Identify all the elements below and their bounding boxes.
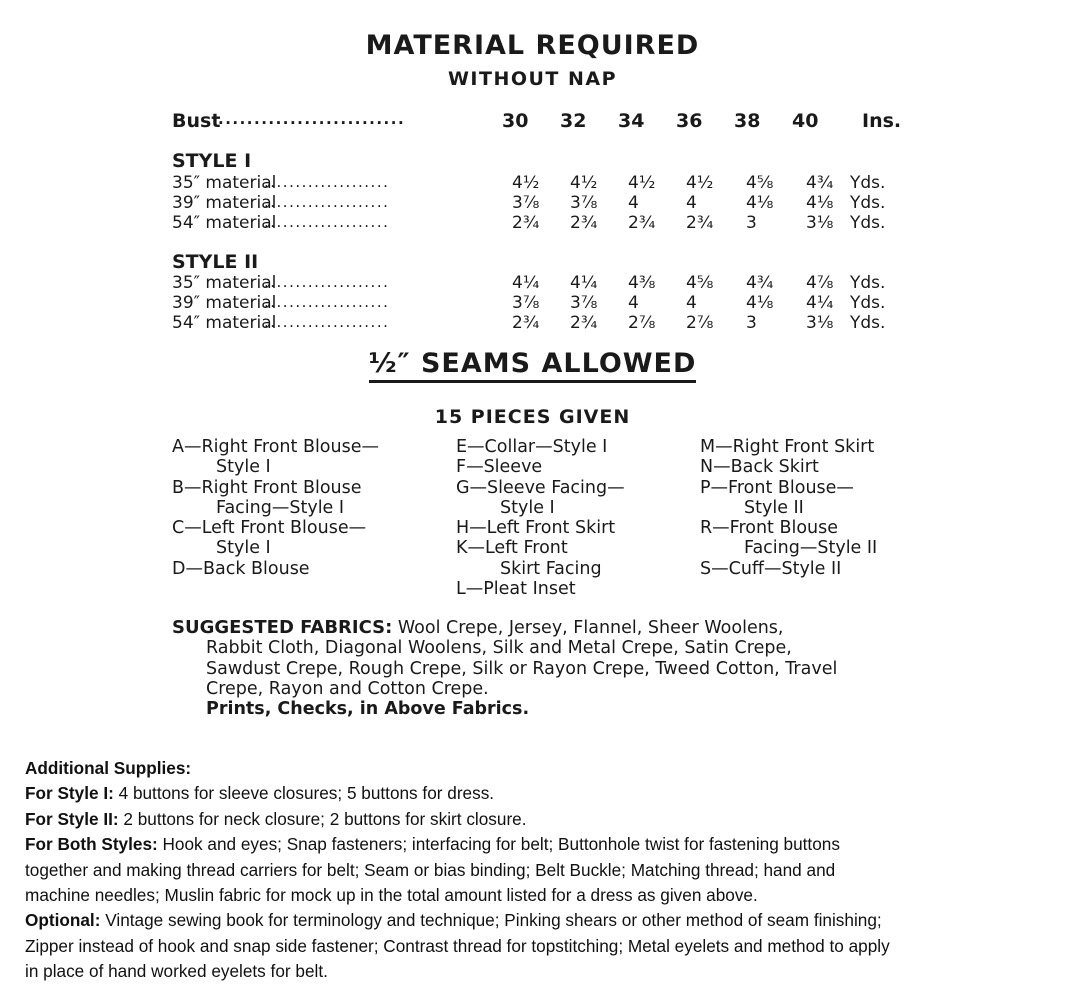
yardage-row xyxy=(172,293,897,313)
yardage-value: 2¾ xyxy=(686,213,714,233)
yardage-value: 4¼ xyxy=(512,273,540,293)
yardage-value: 4½ xyxy=(512,173,540,193)
piece-item: A—Right Front Blouse— xyxy=(172,437,379,457)
yardage-value: 4¼ xyxy=(806,293,834,313)
piece-item: S—Cuff—Style II xyxy=(700,558,842,579)
yardage-value: 2¾ xyxy=(628,213,656,233)
row-label: 39″ material xyxy=(172,193,277,213)
yardage-value: 3⅛ xyxy=(806,213,834,233)
style-2-supplies xyxy=(25,807,1055,832)
leader-dots: .................... xyxy=(264,173,390,191)
seams-allowed-heading xyxy=(0,348,1065,379)
piece-item: L—Pleat Inset xyxy=(456,579,576,600)
piece-item: K—Left Front xyxy=(456,538,568,559)
yardage-value: 3⅞ xyxy=(512,293,540,313)
unit: Yds. xyxy=(850,273,886,293)
fabrics-line: Rabbit Cloth, Diagonal Woolens, Silk and Metal Crepe, Satin Crepe, xyxy=(206,638,792,659)
piece-item: D—Back Blouse xyxy=(172,558,310,579)
unit: Yds. xyxy=(850,213,886,233)
pieces-column-3 xyxy=(700,437,877,579)
yardage-row xyxy=(172,173,897,193)
pieces-column-1 xyxy=(172,437,379,579)
both-styles-text-line: machine needles; Muslin fabric for mock up in the total amount listed for a dress as given above. xyxy=(25,885,758,906)
pieces-column-2 xyxy=(456,437,625,599)
piece-item: F—Sleeve xyxy=(456,457,543,478)
leader-dots: .................... xyxy=(264,293,390,311)
style-2-supplies-label: For Style II: xyxy=(25,808,119,829)
bust-row xyxy=(172,110,902,132)
yardage-value: 3⅞ xyxy=(512,193,540,213)
bust-size: 32 xyxy=(560,110,587,132)
material-required-title: MATERIAL REQUIRED xyxy=(365,30,700,61)
unit: Yds. xyxy=(850,293,886,313)
fabrics-text: Wool Crepe, Jersey, Flannel, Sheer Woolens, xyxy=(397,618,784,638)
style-2-supplies-text: 2 buttons for neck closure; 2 buttons for skirt closure. xyxy=(123,808,527,829)
fabrics-label: SUGGESTED FABRICS: xyxy=(172,617,393,638)
bust-label: Bust xyxy=(172,110,221,132)
yardage-value: 4 xyxy=(628,293,639,313)
yardage-value: 4¾ xyxy=(806,173,834,193)
bust-size: 36 xyxy=(676,110,703,132)
style-1-heading: STYLE I xyxy=(172,150,252,172)
yardage-value: 4 xyxy=(686,293,697,313)
fabrics-line xyxy=(172,618,902,638)
yardage-value: 4⅛ xyxy=(806,193,834,213)
yardage-value: 4⅝ xyxy=(686,273,714,293)
row-label: 39″ material xyxy=(172,293,277,313)
unit: Yds. xyxy=(850,173,886,193)
both-styles-text-line: together and making thread carriers for belt; Seam or bias binding; Belt Buckle; Matching thread; hand and xyxy=(25,859,836,880)
yardage-value: 4½ xyxy=(628,173,656,193)
piece-item: Style I xyxy=(216,457,271,478)
yardage-value: 2¾ xyxy=(570,213,598,233)
piece-item: C—Left Front Blouse— xyxy=(172,518,367,539)
bust-size: 40 xyxy=(792,110,819,132)
yardage-value: 2¾ xyxy=(512,313,540,333)
optional-text-line: in place of hand worked eyelets for belt. xyxy=(25,961,328,982)
piece-item: R—Front Blouse xyxy=(700,518,839,539)
piece-item: G—Sleeve Facing— xyxy=(456,477,625,498)
yardage-value: 4½ xyxy=(570,173,598,193)
style-1-supplies xyxy=(25,781,1055,806)
piece-item: Style II xyxy=(744,497,804,518)
piece-item: Facing—Style I xyxy=(216,497,345,518)
style-2-heading: STYLE II xyxy=(172,251,259,273)
yardage-value: 3⅛ xyxy=(806,313,834,333)
yardage-value: 4 xyxy=(686,193,697,213)
row-label: 35″ material xyxy=(172,173,277,193)
yardage-value: 3⅞ xyxy=(570,293,598,313)
style-1-supplies-label: For Style I: xyxy=(25,783,114,804)
row-label: 54″ material xyxy=(172,313,277,333)
yardage-value: 4½ xyxy=(686,173,714,193)
bust-size: 30 xyxy=(502,110,529,132)
supplies-heading xyxy=(25,756,1055,781)
piece-item: M—Right Front Skirt xyxy=(700,437,875,457)
yardage-value: 4 xyxy=(628,193,639,213)
fabrics-prints-line: Prints, Checks, in Above Fabrics. xyxy=(206,699,530,720)
yardage-value: 4⅞ xyxy=(806,273,834,293)
both-styles-supplies xyxy=(25,832,1055,857)
yardage-value: 2¾ xyxy=(512,213,540,233)
yardage-value: 4¾ xyxy=(746,273,774,293)
optional-text: Vintage sewing book for terminology and technique; Pinking shears or other method of seam finishing; xyxy=(105,910,882,931)
optional-text-line: Zipper instead of hook and snap side fastener; Contrast thread for topstitching; Metal eyelets and method to apply xyxy=(25,935,890,956)
yardage-row xyxy=(172,313,897,333)
both-styles-text: Hook and eyes; Snap fasteners; interfacing for belt; Buttonhole twist for fastening buttons xyxy=(162,834,840,855)
yardage-value: 3 xyxy=(746,313,757,333)
piece-item: H—Left Front Skirt xyxy=(456,518,616,539)
yardage-value: 3 xyxy=(746,213,757,233)
without-nap-subtitle: WITHOUT NAP xyxy=(447,68,618,90)
row-label: 35″ material xyxy=(172,273,277,293)
yardage-value: 4¼ xyxy=(570,273,598,293)
yardage-value: 2¾ xyxy=(570,313,598,333)
fabrics-line: Crepe, Rayon and Cotton Crepe. xyxy=(206,678,489,699)
yardage-row xyxy=(172,273,897,293)
piece-item: Style I xyxy=(500,497,555,518)
leader-dots: .......................... xyxy=(218,110,406,128)
piece-item: Facing—Style II xyxy=(744,538,878,559)
pieces-given-heading: 15 PIECES GIVEN xyxy=(434,406,631,428)
piece-item: N—Back Skirt xyxy=(700,457,819,478)
piece-item: E—Collar—Style I xyxy=(456,437,608,457)
unit: Yds. xyxy=(850,313,886,333)
bust-size: 38 xyxy=(734,110,761,132)
optional-supplies xyxy=(25,908,1055,933)
yardage-value: 4⅛ xyxy=(746,193,774,213)
leader-dots: .................... xyxy=(264,193,390,211)
optional-label: Optional: xyxy=(25,910,101,931)
bust-unit: Ins. xyxy=(862,110,902,132)
yardage-value: 2⅞ xyxy=(686,313,714,333)
leader-dots: .................... xyxy=(264,313,390,331)
bust-size: 34 xyxy=(618,110,645,132)
piece-item: P—Front Blouse— xyxy=(700,477,854,498)
additional-supplies xyxy=(25,756,1055,985)
piece-item: Skirt Facing xyxy=(500,558,602,579)
fabrics-line: Sawdust Crepe, Rough Crepe, Silk or Rayon Crepe, Tweed Cotton, Travel xyxy=(206,658,838,679)
piece-item: Style I xyxy=(216,538,271,559)
leader-dots: .................... xyxy=(264,213,390,231)
piece-item: B—Right Front Blouse xyxy=(172,477,362,498)
yardage-value: 2⅞ xyxy=(628,313,656,333)
yardage-row xyxy=(172,193,897,213)
yardage-value: 4⅜ xyxy=(628,273,656,293)
yardage-row xyxy=(172,213,897,233)
style-1-supplies-text: 4 buttons for sleeve closures; 5 buttons for dress. xyxy=(118,783,495,804)
leader-dots: .................... xyxy=(264,273,390,291)
row-label: 54″ material xyxy=(172,213,277,233)
seams-allowed-text: ½″ SEAMS ALLOWED xyxy=(369,348,697,383)
supplies-heading-text: Additional Supplies: xyxy=(25,758,192,778)
yardage-value: 4⅝ xyxy=(746,173,774,193)
unit: Yds. xyxy=(850,193,886,213)
yardage-value: 3⅞ xyxy=(570,193,598,213)
suggested-fabrics xyxy=(172,618,902,719)
both-styles-label: For Both Styles: xyxy=(25,834,158,855)
yardage-value: 4⅛ xyxy=(746,293,774,313)
